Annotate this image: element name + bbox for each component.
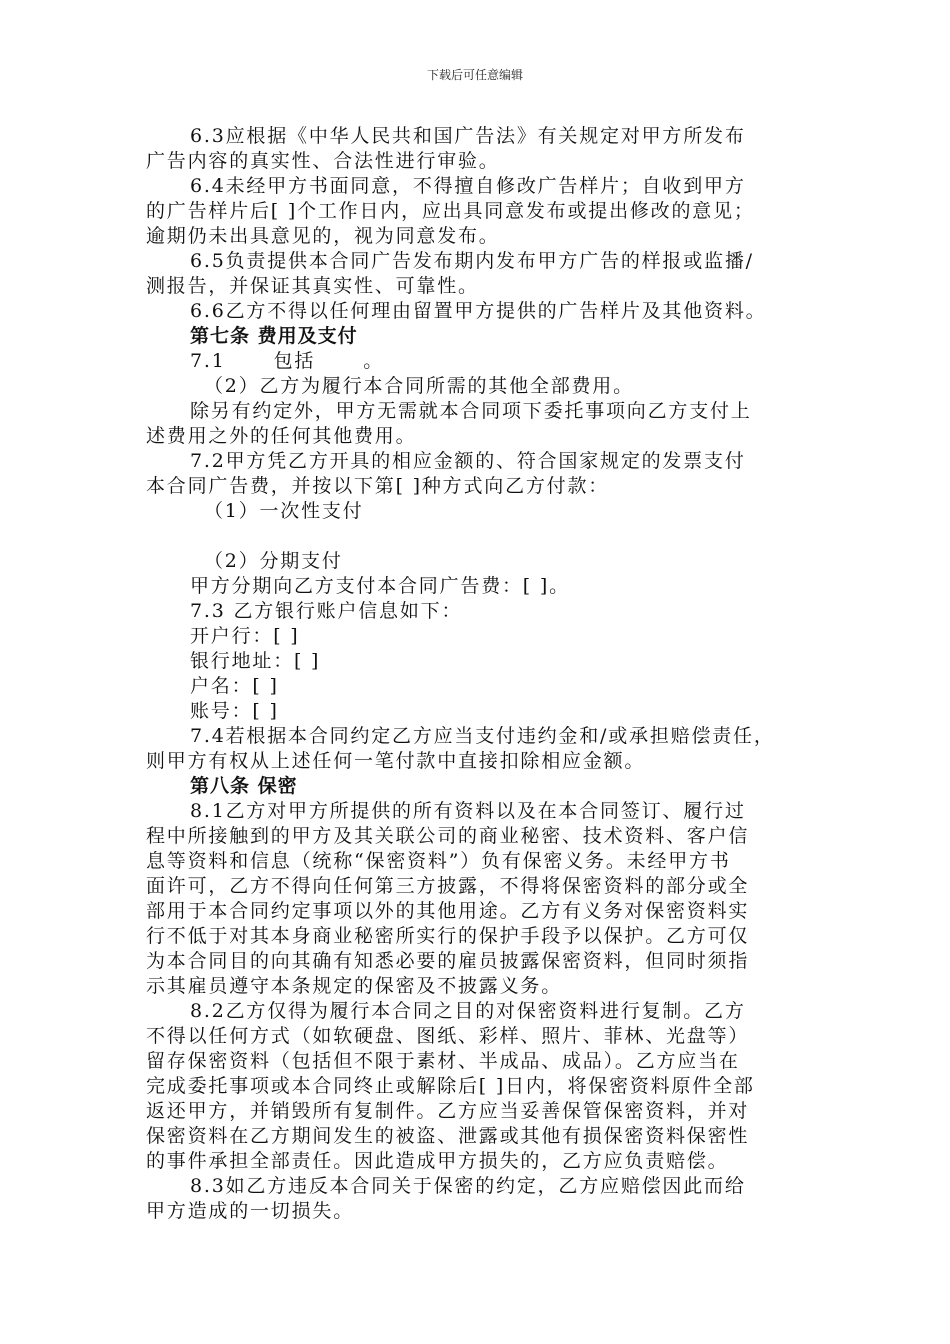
paragraph-line: 为本合同目的向其确有知悉必要的雇员披露保密资料，但同时须指: [146, 950, 750, 972]
paragraph-line: 广告内容的真实性、合法性进行审验。: [146, 150, 500, 172]
paragraph-line: 面许可，乙方不得向任何第三方披露，不得将保密资料的部分或全: [146, 875, 750, 897]
paragraph-line: 行不低于对其本身商业秘密所实行的保护手段予以保护。乙方可仅: [146, 925, 750, 947]
paragraph-line: 6.4未经甲方书面同意，不得擅自修改广告样片；自收到甲方: [190, 175, 746, 197]
paragraph-line: 返还甲方，并销毁所有复制件。乙方应当妥善保管保密资料，并对: [146, 1100, 750, 1122]
paragraph-line: 的事件承担全部责任。因此造成甲方损失的，乙方应负责赔偿。: [146, 1150, 729, 1172]
paragraph-line: 程中所接触到的甲方及其关联公司的商业秘密、技术资料、客户信: [146, 825, 750, 847]
paragraph-line: 测报告，并保证其真实性、可靠性。: [146, 275, 479, 297]
clause-text: 包括: [273, 350, 316, 372]
account-number-line: 账号：[ ]: [190, 700, 279, 722]
paragraph-line: 6.6乙方不得以任何理由留置甲方提供的广告样片及其他资料。: [190, 300, 767, 322]
paragraph-line: 甲方造成的一切损失。: [146, 1200, 355, 1222]
page-header: 下载后可任意编辑: [426, 68, 523, 82]
paragraph-line: 完成委托事项或本合同终止或解除后[ ]日内，将保密资料原件全部: [146, 1075, 755, 1097]
account-name-line: 户名：[ ]: [190, 675, 279, 697]
paragraph-line: （2）分期支付: [204, 550, 343, 572]
paragraph-line: （1）一次性支付: [204, 500, 364, 522]
section-heading-7: 第七条 费用及支付: [190, 325, 358, 347]
paragraph-line: [190, 349, 870, 374]
paragraph-line: 息等资料和信息（统称“保密资料”）负有保密义务。未经甲方书: [146, 850, 731, 872]
paragraph-line: 8.2乙方仅得为履行本合同之目的对保密资料进行复制。乙方: [190, 1000, 746, 1022]
paragraph-line: 本合同广告费，并按以下第[ ]种方式向乙方付款：: [146, 475, 610, 497]
clause-number: 7.1: [190, 350, 226, 372]
paragraph-line: 不得以任何方式（如软硬盘、图纸、彩样、照片、菲林、光盘等）: [146, 1025, 750, 1047]
paragraph-line: 部用于本合同约定事项以外的其他用途。乙方有义务对保密资料实: [146, 900, 750, 922]
paragraph-line: 的广告样片后[ ]个工作日内，应出具同意发布或提出修改的意见；: [146, 200, 755, 222]
paragraph-line: 留存保密资料（包括但不限于素材、半成品、成品）。乙方应当在: [146, 1050, 740, 1072]
paragraph-line: 则甲方有权从上述任何一笔付款中直接扣除相应金额。: [146, 750, 646, 772]
paragraph-line: （2）乙方为履行本合同所需的其他全部费用。: [204, 375, 634, 397]
paragraph-line: 7.2甲方凭乙方开具的相应金额的、符合国家规定的发票支付: [190, 450, 746, 472]
bank-address-line: 银行地址：[ ]: [190, 650, 321, 672]
paragraph-line: 述费用之外的任何其他费用。: [146, 425, 417, 447]
section-heading-8: 第八条 保密: [190, 775, 298, 797]
paragraph-line: 保密资料在乙方期间发生的被盗、泄露或其他有损保密资料保密性: [146, 1125, 750, 1147]
paragraph-line: 6.3应根据《中华人民共和国广告法》有关规定对甲方所发布: [190, 125, 746, 147]
paragraph-line: 甲方分期向乙方支付本合同广告费：[ ]。: [190, 575, 570, 597]
bank-name-line: 开户行：[ ]: [190, 625, 300, 647]
paragraph-line: 8.1乙方对甲方所提供的所有资料以及在本合同签订、履行过: [190, 800, 746, 822]
paragraph-line: 除另有约定外，甲方无需就本合同项下委托事项向乙方支付上: [190, 400, 752, 422]
paragraph-line: 7.4若根据本合同约定乙方应当支付违约金和/或承担赔偿责任，: [190, 725, 775, 747]
paragraph-line: 7.3 乙方银行账户信息如下：: [190, 600, 463, 622]
paragraph-line: 8.3如乙方违反本合同关于保密的约定，乙方应赔偿因此而给: [190, 1175, 746, 1197]
paragraph-line: 6.5负责提供本合同广告发布期内发布甲方广告的样报或监播/: [190, 250, 754, 272]
paragraph-line: 逾期仍未出具意见的，视为同意发布。: [146, 225, 500, 247]
paragraph-line: 示其雇员遵守本条规定的保密及不披露义务。: [146, 975, 563, 997]
clause-end: 。: [363, 350, 385, 372]
